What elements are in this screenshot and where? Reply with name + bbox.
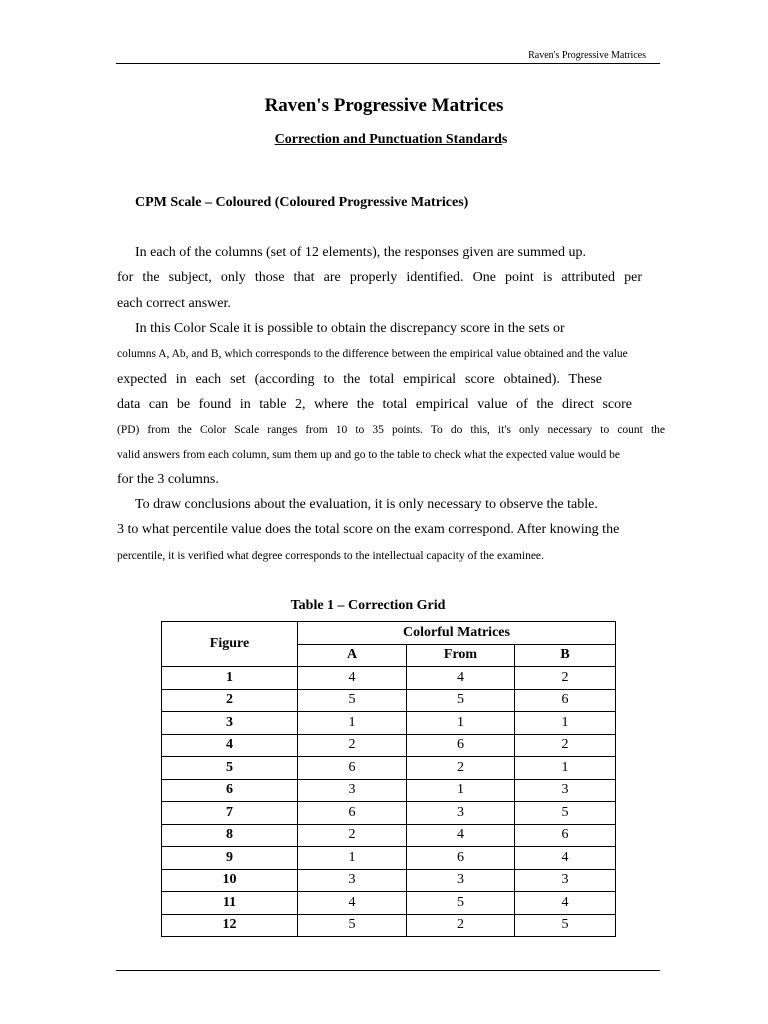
document-title: Raven's Progressive Matrices: [264, 95, 504, 116]
table-header-row: [162, 622, 616, 645]
paragraph-line: In each of the columns (set of 12 elements), the responses given are summed up.: [135, 245, 586, 260]
paragraph-line: In this Color Scale it is possible to obtain the discrepancy score in the sets or: [135, 321, 565, 336]
value-cell: 5: [407, 689, 515, 712]
paragraph-line: data can be found in table 2, where the total empirical value of the direct score: [117, 397, 632, 412]
value-cell: 4: [407, 667, 515, 690]
table-row: [162, 779, 616, 802]
paragraph-line: columns A, Ab, and B, which corresponds to the difference between the empirical value obtained and the value: [117, 348, 628, 360]
section-heading: CPM Scale – Coloured (Coloured Progressive Matrices): [135, 195, 469, 210]
value-cell: 2: [298, 734, 407, 757]
table-row: [162, 824, 616, 847]
paragraph-line: each correct answer.: [117, 296, 231, 311]
figure-cell: 6: [162, 779, 298, 802]
figure-cell: 7: [162, 802, 298, 825]
value-cell: 3: [407, 802, 515, 825]
header-column-b: B: [515, 644, 616, 667]
paragraph-line: (PD) from the Color Scale ranges from 10 to 35 points. To do this, it's only necessary to count the: [117, 424, 665, 436]
value-cell: 5: [298, 914, 407, 937]
header-rule: [116, 63, 660, 64]
figure-cell: 8: [162, 824, 298, 847]
figure-cell: 4: [162, 734, 298, 757]
value-cell: 5: [298, 689, 407, 712]
figure-cell: 12: [162, 914, 298, 937]
figure-cell: 10: [162, 869, 298, 892]
table-row: [162, 712, 616, 735]
value-cell: 3: [298, 869, 407, 892]
value-cell: 1: [515, 757, 616, 780]
figure-cell: 5: [162, 757, 298, 780]
value-cell: 4: [298, 667, 407, 690]
value-cell: 2: [407, 757, 515, 780]
table-caption: Table 1 – Correction Grid: [290, 598, 446, 613]
running-header: Raven's Progressive Matrices: [528, 50, 646, 61]
value-cell: 1: [407, 712, 515, 735]
table-row: [162, 914, 616, 937]
value-cell: 3: [515, 869, 616, 892]
value-cell: 6: [407, 734, 515, 757]
value-cell: 2: [298, 824, 407, 847]
value-cell: 2: [515, 667, 616, 690]
subtitle-tail: s: [501, 132, 508, 147]
value-cell: 4: [407, 824, 515, 847]
table-row: [162, 689, 616, 712]
paragraph-line: expected in each set (according to the total empirical score obtained). These: [117, 372, 602, 387]
paragraph-line: for the 3 columns.: [117, 472, 219, 487]
figure-cell: 2: [162, 689, 298, 712]
header-column-a: A: [298, 644, 407, 667]
value-cell: 6: [298, 802, 407, 825]
document-subtitle: [0, 131, 768, 149]
figure-cell: 9: [162, 847, 298, 870]
table-row: [162, 667, 616, 690]
correction-grid-table: [161, 621, 616, 937]
table-row: [162, 869, 616, 892]
header-colorful-matrices: Colorful Matrices: [298, 622, 616, 645]
value-cell: 4: [515, 847, 616, 870]
value-cell: 1: [298, 847, 407, 870]
value-cell: 6: [407, 847, 515, 870]
table-row: [162, 757, 616, 780]
table-row: [162, 734, 616, 757]
value-cell: 3: [298, 779, 407, 802]
value-cell: 1: [515, 712, 616, 735]
table-row: [162, 847, 616, 870]
table-row: [162, 892, 616, 915]
value-cell: 6: [515, 824, 616, 847]
value-cell: 4: [515, 892, 616, 915]
value-cell: 2: [515, 734, 616, 757]
paragraph-line: valid answers from each column, sum them up and go to the table to check what the expected value would be: [117, 449, 620, 461]
figure-cell: 1: [162, 667, 298, 690]
header-column-from: From: [407, 644, 515, 667]
value-cell: 5: [407, 892, 515, 915]
value-cell: 1: [298, 712, 407, 735]
figure-cell: 11: [162, 892, 298, 915]
paragraph-line: for the subject, only those that are properly identified. One point is attributed per: [117, 270, 642, 285]
value-cell: 3: [407, 869, 515, 892]
value-cell: 2: [407, 914, 515, 937]
table-row: [162, 802, 616, 825]
paragraph-line: 3 to what percentile value does the total score on the exam correspond. After knowing the: [117, 522, 620, 537]
value-cell: 6: [298, 757, 407, 780]
value-cell: 5: [515, 914, 616, 937]
subtitle-underlined: Correction and Punctuation Standard: [274, 132, 502, 147]
value-cell: 5: [515, 802, 616, 825]
paragraph-line: percentile, it is verified what degree corresponds to the intellectual capacity of the examinee.: [117, 550, 544, 562]
value-cell: 4: [298, 892, 407, 915]
value-cell: 6: [515, 689, 616, 712]
paragraph-line: To draw conclusions about the evaluation, it is only necessary to observe the table.: [135, 497, 598, 512]
figure-cell: 3: [162, 712, 298, 735]
header-figure: Figure: [162, 622, 298, 667]
footer-rule: [116, 970, 660, 971]
value-cell: 3: [515, 779, 616, 802]
value-cell: 1: [407, 779, 515, 802]
